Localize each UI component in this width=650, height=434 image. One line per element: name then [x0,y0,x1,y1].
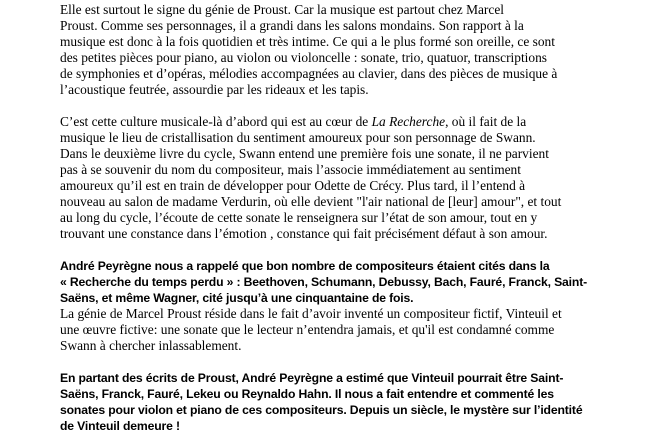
text-line: En partant des écrits de Proust, André Peyrègne a estimé que Vinteuil pourrait être Saint- [60,371,564,385]
text-line: Elle est surtout le signe du génie de Proust. Car la musique est partout chez Marcel [60,2,505,17]
text-line: Saëns, Franck, Fauré, Lekeu ou Reynaldo Hahn. Il nous a fait entendre et commenté les [60,387,554,401]
text-line: André Peyrègne nous a rappelé que bon nombre de compositeurs étaient cités dans la [60,259,550,273]
book-title: La Recherche [371,114,446,129]
text-line: au long du cycle, l’écoute de cette sonate le renseignera sur l’état de son amour, tout en y [60,210,538,225]
text-line: trouvant une constance dans l’émotion , constance qui fait précisément défaut à son amour. [60,226,548,241]
paragraph-vinteuil-fictive [60,306,620,354]
text-line: sonates pour violon et piano de ces compositeurs. Depuis un siècle, le mystère sur l’identité [60,403,583,417]
text-segment: C’est cette culture musicale-là d’abord qui est au cœur de [60,114,372,129]
text-line: de Vinteuil demeure ! [60,419,180,433]
paragraph-proust-music-genius [60,2,620,98]
text-line: l’acoustique feutrée, assourdie par les rideaux et les tapis. [60,82,369,97]
text-segment: , où il fait de la [445,114,527,129]
paragraph-recherche-swann [60,114,620,242]
text-line [60,114,620,130]
paragraph-vinteuil-identity [60,370,620,434]
text-line: des petites pièces pour piano, au violon ou violoncelle : sonate, trio, quatuor, transcriptions [60,50,547,65]
text-line: La génie de Marcel Proust réside dans le fait d’avoir inventé un compositeur fictif, Vinteuil et [60,306,562,321]
text-line: Dans le deuxième livre du cycle, Swann entend une première fois une sonate, il ne parvient [60,146,549,161]
text-line: amoureux qu’il est en train de développer pour Odette de Crécy. Plus tard, il l’entend à [60,178,526,193]
text-line: musique le lieu de cristallisation du sentiment amoureux pour son personnage de Swann. [60,130,536,145]
paragraph-composers-cited [60,258,620,306]
text-line: Proust. Comme ses personnages, il a grandi dans les salons mondains. Son rapport à la [60,18,524,33]
text-line: pas à se souvenir du nom du compositeur, mais l’associe immédiatement au sentiment [60,162,521,177]
text-line: « Recherche du temps perdu » : Beethoven, Schumann, Debussy, Bach, Fauré, Franck, Saint- [60,275,588,289]
text-line: nouveau au salon de madame Verdurin, où elle devient "l'air national de [leur] amour", et tout [60,194,562,209]
text-line: Swann à chercher inlassablement. [60,338,242,353]
text-line: musique est donc à la fois quotidien et très intime. Ce qui a le plus formé son oreille, ce sont [60,34,555,49]
text-line: une œuvre fictive: une sonate que le lecteur n’entendra jamais, et qu'il est condamné comme [60,322,555,337]
text-line: Saëns, et même Wagner, cité jusqu’à une cinquantaine de fois. [60,291,414,305]
text-line: de symphonies et d’opéras, mélodies accompagnées au clavier, dans des pièces de musique à [60,66,558,81]
